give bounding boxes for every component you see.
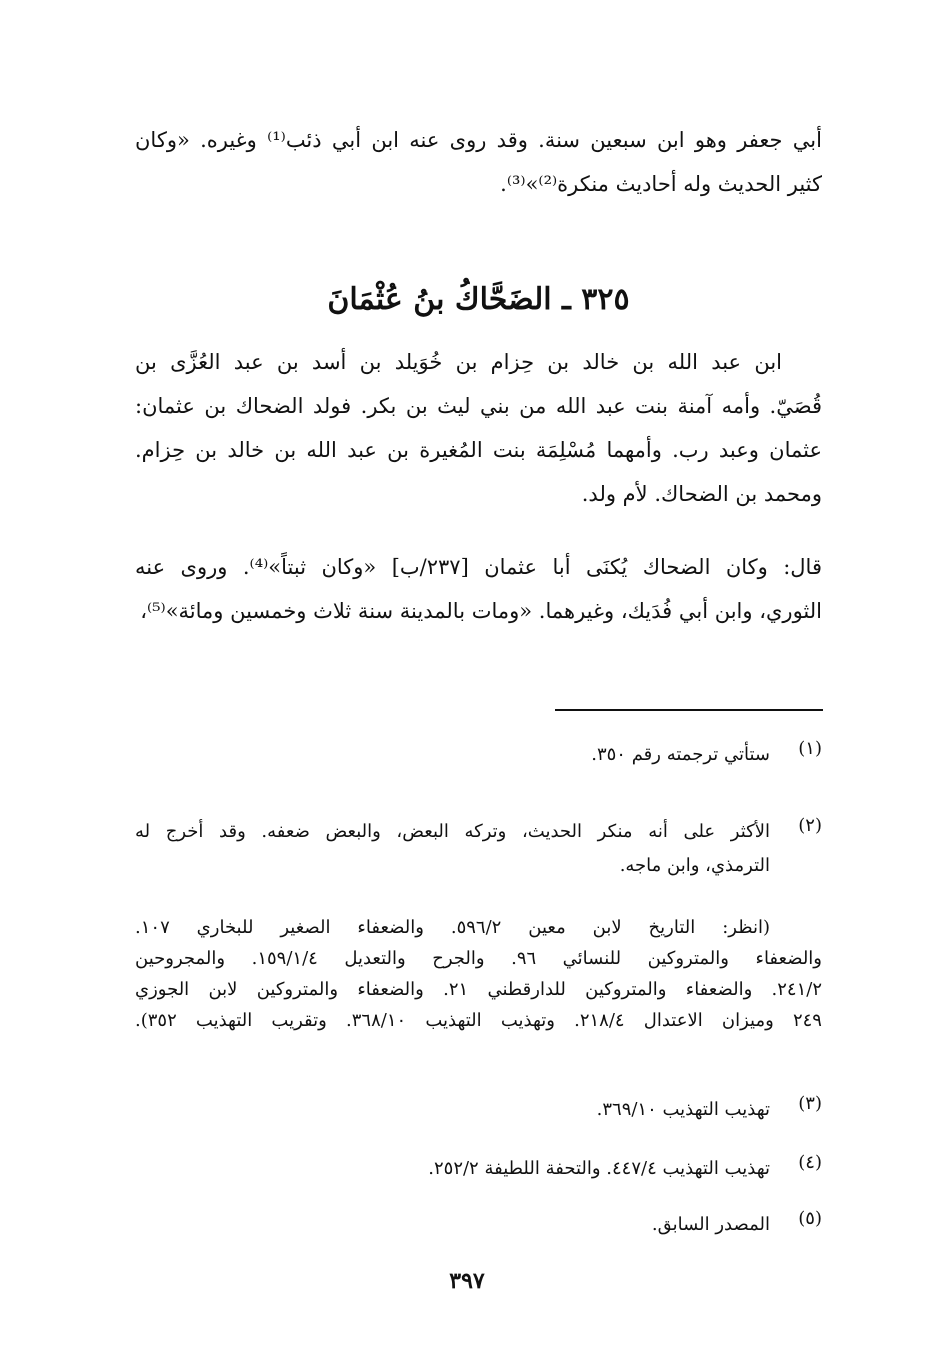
page-number: ٣٩٧ xyxy=(449,1268,485,1294)
footnote-text: المصدر السابق. xyxy=(651,1214,770,1235)
footnote-text: تهذيب التهذيب ٤٤٧/٤. والتحفة اللطيفة ٢٥٢/٢. xyxy=(428,1158,770,1179)
text-line: قال: وكان الضحاك يُكنَى أبا عثمان [٢٣٧/ب] «وكان ثبتاً»⁽⁴⁾. وروى عنه xyxy=(135,555,822,579)
footnote-number: (٤) xyxy=(798,1152,822,1173)
entry-heading: ٣٢٥ ـ الضَحَّاكُ بنُ عُثْمَانَ xyxy=(327,282,630,317)
footnote-number: (١) xyxy=(798,738,822,759)
entry-paragraph-2 xyxy=(135,545,822,633)
footnote-2 xyxy=(135,815,822,883)
citation-line: والضعفاء والمتروكين للنسائي ٩٦. والجرح والتعديل ١٥٩/١/٤. والمجروحين xyxy=(135,948,822,969)
footnote-text: ستأتي ترجمته رقم ٣٥٠. xyxy=(591,744,770,765)
footnote-text: الأكثر على أنه منكر الحديث، وتركه البعض، والبعض ضعفه. وقد أخرج له xyxy=(135,821,770,842)
citation-line: ٢٤٩ وميزان الاعتدال ٢١٨/٤. وتهذيب التهذيب ٣٦٨/١٠. وتقريب التهذيب ٣٥٢). xyxy=(135,1010,822,1031)
footnote-1 xyxy=(135,738,822,772)
footnote-number: (٣) xyxy=(798,1093,822,1114)
footnote-4 xyxy=(135,1152,822,1186)
intro-paragraph xyxy=(135,118,822,206)
text-line: أبي جعفر وهو ابن سبعين سنة. وقد روى عنه ابن أبي ذئب⁽¹⁾ وغيره. «وكان xyxy=(135,128,822,152)
footnote-5 xyxy=(135,1208,822,1242)
citation-line: ٢٤١/٢. والضعفاء والمتروكين للدارقطني ٢١. والضعفاء والمتروكين لابن الجوزي xyxy=(135,979,822,1000)
text-line: ابن عبد الله بن خالد بن حِزام بن خُوَيلد بن أسد بن عبد العُزَّى بن xyxy=(135,350,782,374)
text-line: قُصَيّ. وأمه آمنة بنت عبد الله من بني ليث بن بكر. فولد الضحاك بن عثمان: xyxy=(135,394,822,418)
footnote-number: (٥) xyxy=(798,1208,822,1229)
text-line: كثير الحديث وله أحاديث منكرة⁽²⁾»⁽³⁾. xyxy=(500,172,822,196)
citation-line: (انظر: التاريخ لابن معين ٥٩٦/٢. والضعفاء الصغير للبخاري ١٠٧. xyxy=(135,917,770,938)
footnote-2-citation xyxy=(135,912,822,1036)
text-line: الثوري، وابن أبي فُدَيك، وغيرهما. «ومات بالمدينة سنة ثلاث وخمسين ومائة»⁽⁵⁾، xyxy=(140,599,822,623)
footnote-number: (٢) xyxy=(798,815,822,836)
footnote-text: تهذيب التهذيب ٣٦٩/١٠. xyxy=(596,1099,770,1120)
text-line: عثمان وعبد رب. وأمهما مُسْلِمَة بنت المُغيرة بن عبد الله بن خالد بن حِزام. xyxy=(135,438,822,462)
footnote-3 xyxy=(135,1093,822,1127)
text-line: ومحمد بن الضحاك. لأم ولد. xyxy=(581,482,822,506)
footnote-divider xyxy=(555,709,823,711)
footnote-text: الترمذي، وابن ماجه. xyxy=(619,855,770,876)
entry-paragraph-1 xyxy=(135,340,822,516)
